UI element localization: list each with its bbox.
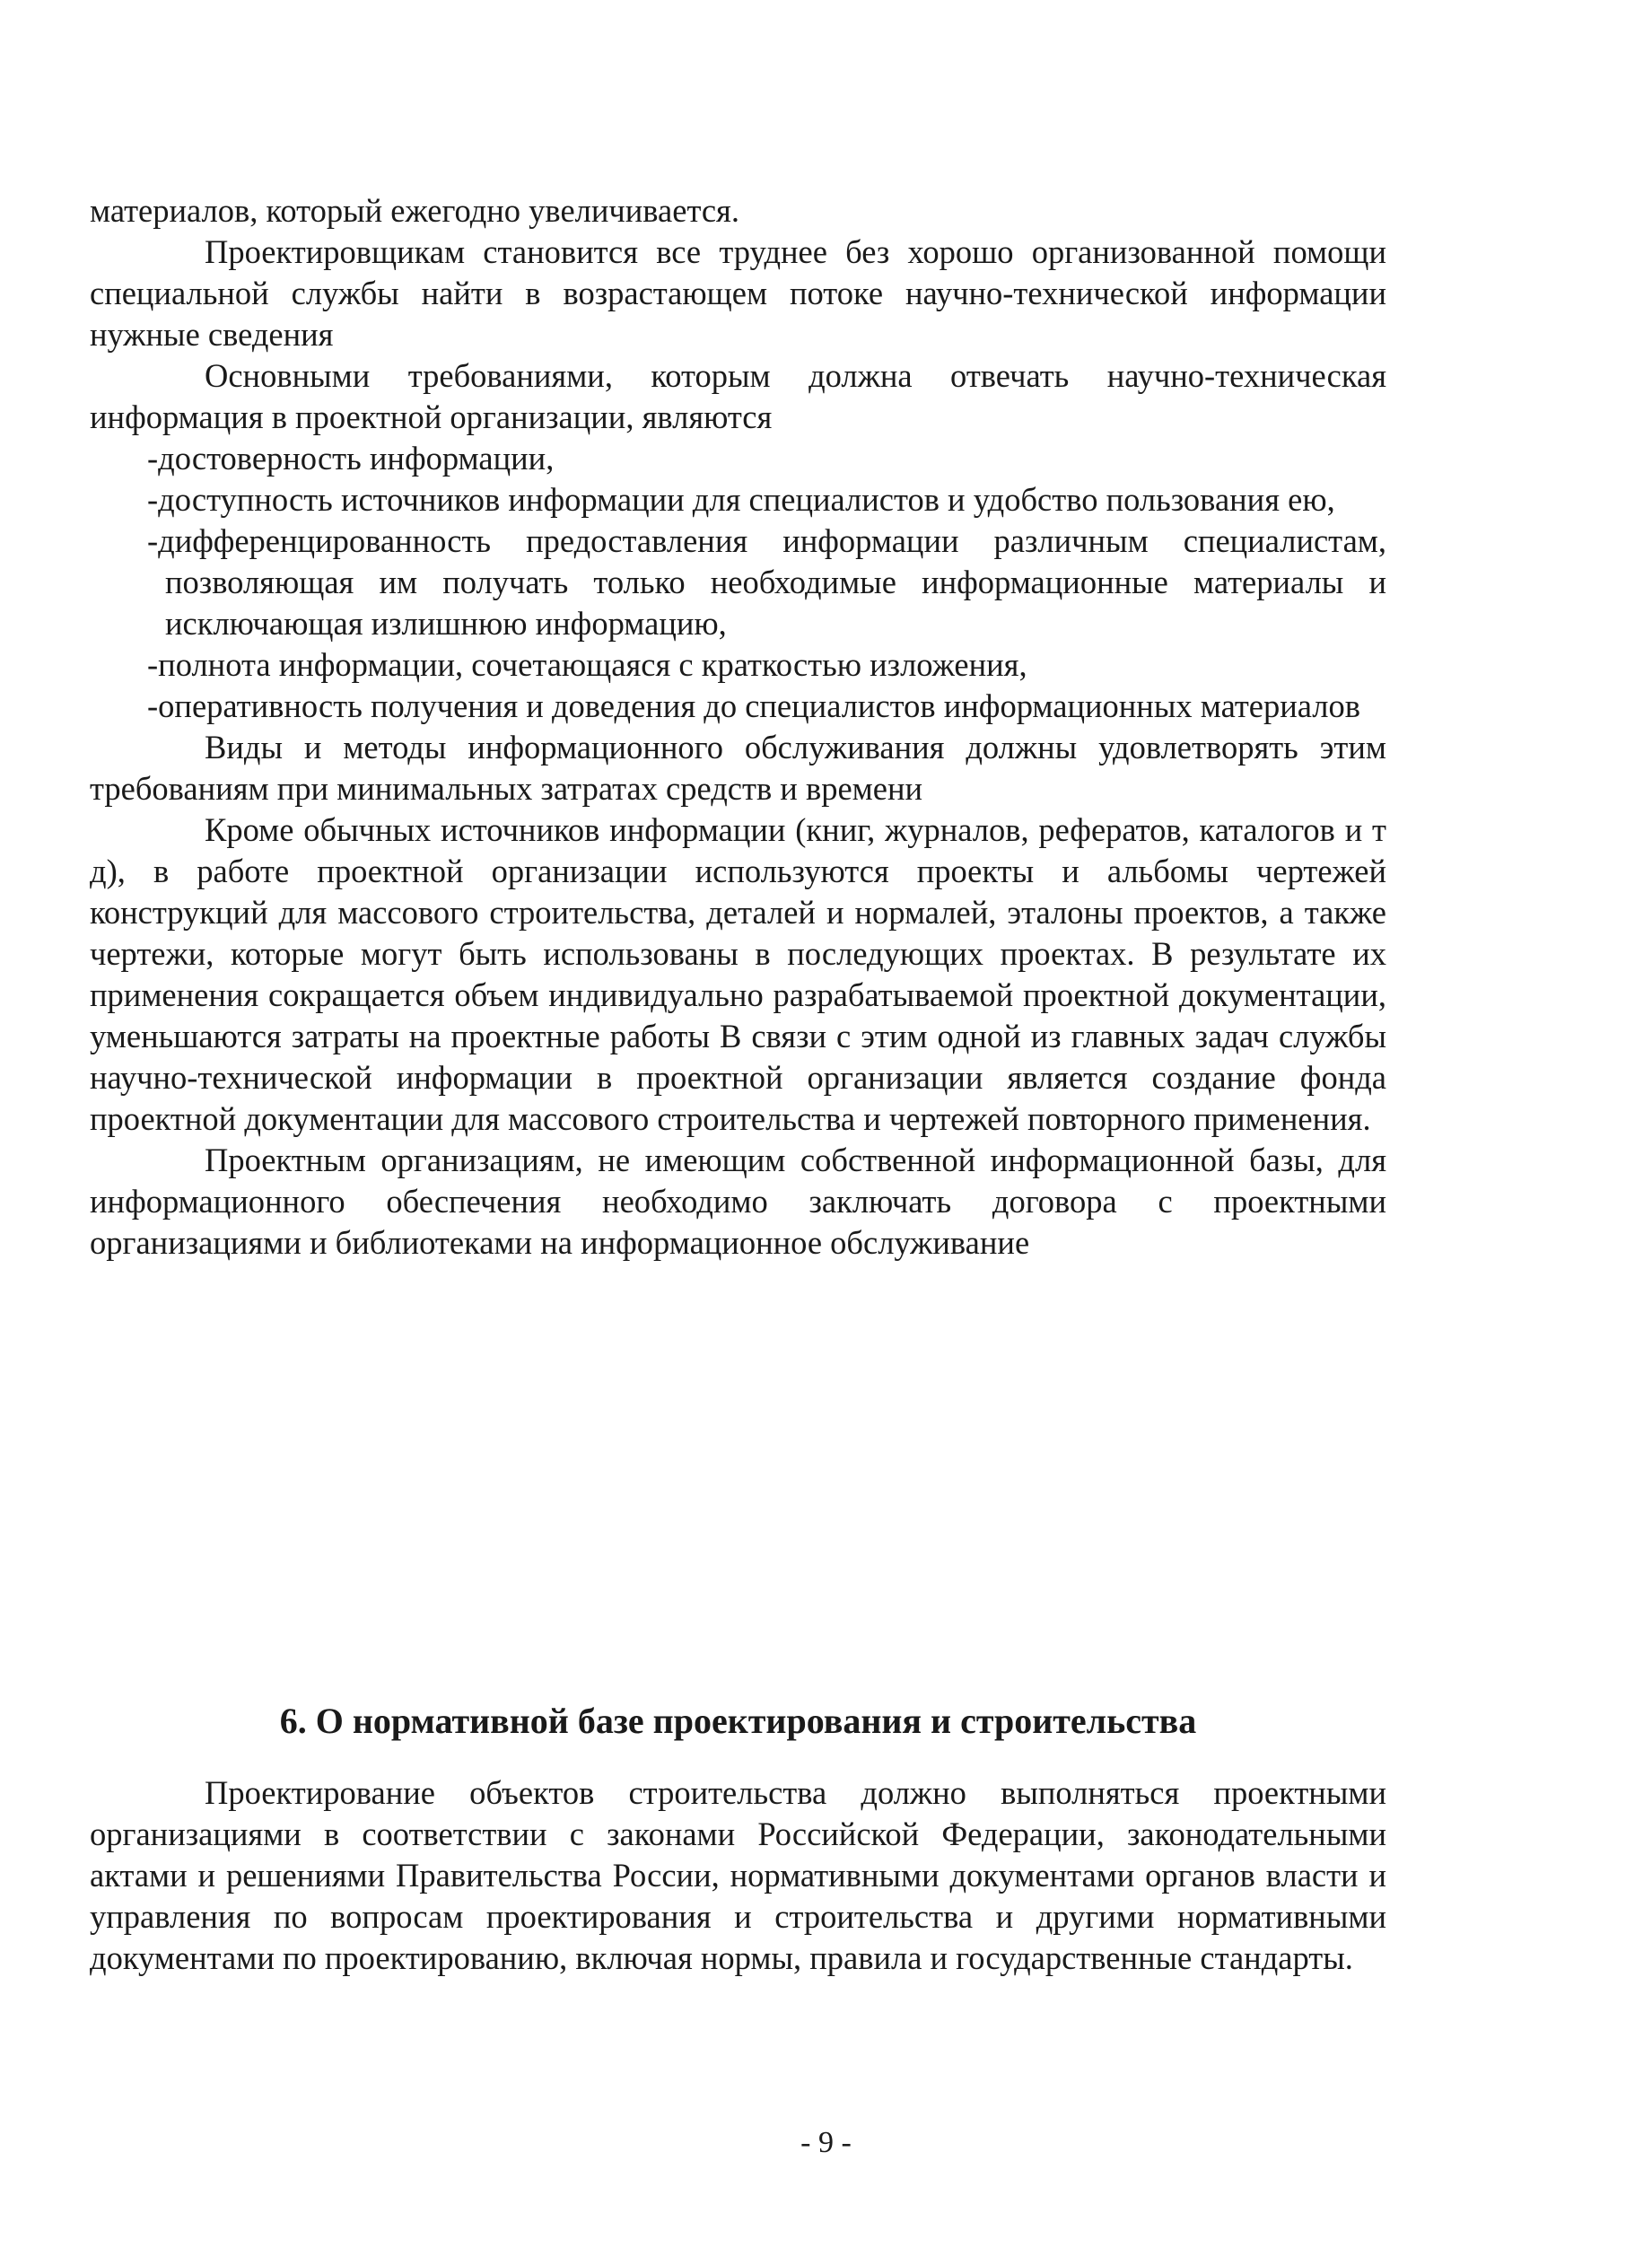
continuation-paragraph: материалов, который ежегодно увеличивается.	[90, 192, 739, 229]
section-paragraph: Проектирование объектов строительства должно выполняться проектными организациями в соответствии с законами Российской Федерации, законодательными актами и решениями Правительства России, нормативными документами органов власти и управления по вопросам проектирования и строительства и другими нормативными документами по проектированию, включая нормы, правила и государственные стандарты.	[90, 1774, 1386, 1976]
body-text-top	[90, 190, 1386, 1264]
body-text-section	[90, 1772, 1386, 1979]
paragraph-requirements-intro: Основными требованиями, которым должна отвечать научно-техническая информация в проектной организации, являются	[90, 357, 1386, 435]
list-item-accessibility: -доступность источников информации для специалистов и удобство пользования ею,	[147, 481, 1335, 518]
list-item-completeness: -полнота информации, сочетающаяся с краткостью изложения,	[147, 646, 1027, 683]
paragraph-methods: Виды и методы информационного обслуживания должны удовлетворять этим требованиям при минимальных затратах средств и времени	[90, 729, 1386, 807]
section-heading: 6. О нормативной базе проектирования и строительства	[279, 1701, 1197, 1741]
requirements-list	[90, 438, 1386, 727]
paragraph-sources: Кроме обычных источников информации (книг, журналов, рефератов, каталогов и т д), в работе проектной организации используются проекты и альбомы чертежей конструкций для массового строительства, деталей и нормалей, эталоны проектов, а также чертежи, которые могут быть использованы в последующих проектах. В результате их применения сокращается объем индивидуально разрабатываемой проектной документации, уменьшаются затраты на проектные работы В связи с этим одной из главных задач службы научно-технической информации в проектной организации является создание фонда проектной документации для массового строительства и чертежей повторного применения.	[90, 811, 1386, 1137]
page-number: - 9 -	[800, 2126, 852, 2159]
list-item-promptness: -оперативность получения и доведения до специалистов информационных материалов	[147, 687, 1360, 724]
list-item-reliability: -достоверность информации,	[147, 440, 555, 477]
paragraph-organizations: Проектным организациям, не имеющим собственной информационной базы, для информационного обеспечения необходимо заключать договора с проектными организациями и библиотеками на информационное обслуживание	[90, 1142, 1386, 1261]
list-item-differentiation: -дифференцированность предоставления информации различным специалистам, позволяющая им получать только необходимые информационные материалы и исключающая излишнюю информацию,	[147, 522, 1386, 642]
paragraph-designers: Проектировщикам становится все труднее без хорошо организованной помощи специальной службы найти в возрастающем потоке научно-технической информации нужные сведения	[90, 233, 1386, 353]
